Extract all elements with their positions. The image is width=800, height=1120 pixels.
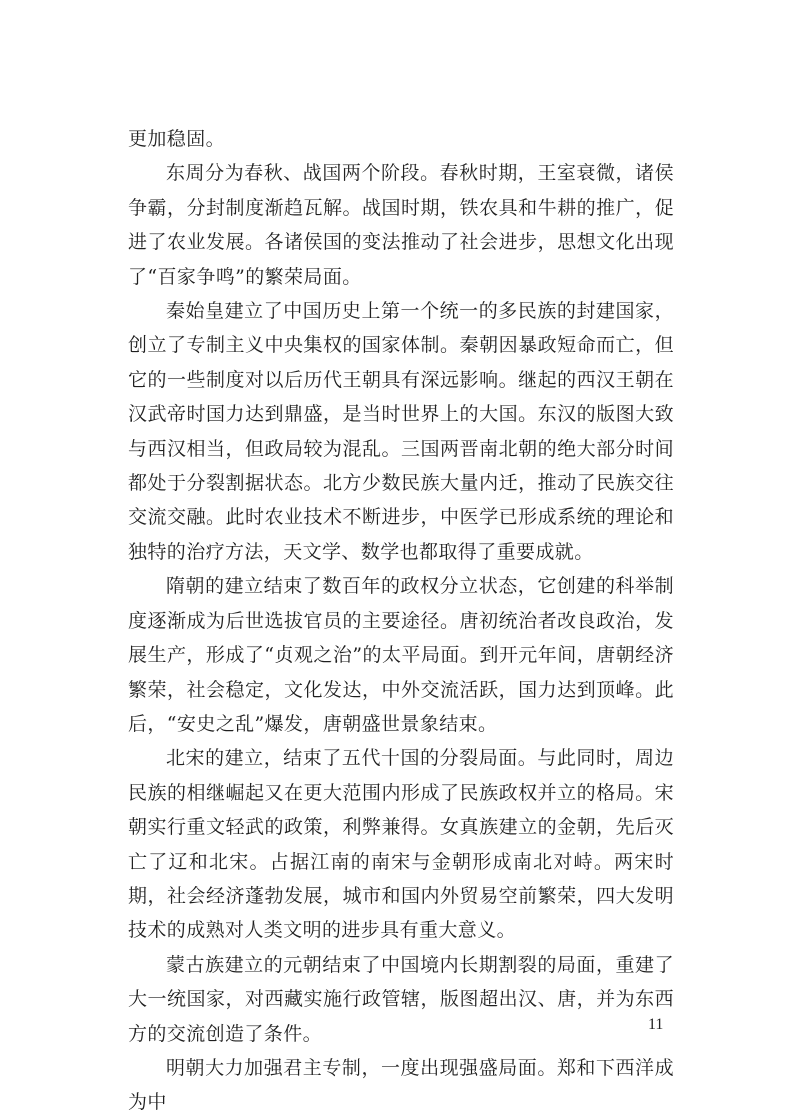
paragraph-ming: 明朝大力加强君主专制，一度出现强盛局面。郑和下西洋成为中 bbox=[128, 1056, 674, 1114]
paragraph-continued: 更加稳固。 bbox=[128, 128, 226, 150]
paragraph-song: 北宋的建立，结束了五代十国的分裂局面。与此同时，周边民族的相继崛起又在更大范围内形成了民族政权并立的格局。宋朝实行重文轻武的政策，利弊兼得。女真族建立的金朝，先后灭亡了辽和北宋。占据江南的南宋与金朝形成南北对峙。两宋时期，社会经济蓬勃发展，城市和国内外贸易空前繁荣，四大发明技术的成熟对人类文明的进步具有重大意义。 bbox=[128, 747, 674, 942]
page-number: 11 bbox=[648, 1016, 664, 1033]
paragraph-qin-han: 秦始皇建立了中国历史上第一个统一的多民族的封建国家，创立了专制主义中央集权的国家体制。秦朝因暴政短命而亡，但它的一些制度对以后历代王朝具有深远影响。继起的西汉王朝在汉武帝时国力达到鼎盛，是当时世界上的大国。东汉的版图大致与西汉相当，但政局较为混乱。三国两晋南北朝的绝大部分时间都处于分裂割据状态。北方少数民族大量内迁，推动了民族交往交流交融。此时农业技术不断进步，中医学已形成系统的理论和独特的治疗方法，天文学、数学也都取得了重要成就。 bbox=[128, 300, 674, 563]
paragraph-eastern-zhou: 东周分为春秋、战国两个阶段。春秋时期，王室衰微，诸侯争霸，分封制度渐趋瓦解。战国时期，铁农具和牛耕的推广，促进了农业发展。各诸侯国的变法推动了社会进步，思想文化出现了“百家争鸣”的繁荣局面。 bbox=[128, 162, 674, 288]
paragraph-sui-tang: 隋朝的建立结束了数百年的政权分立状态，它创建的科举制度逐渐成为后世选拔官员的主要途径。唐初统治者改良政治，发展生产，形成了“贞观之治”的太平局面。到开元年间，唐朝经济繁荣，社会稳定，文化发达，中外交流活跃，国力达到顶峰。此后，“安史之乱”爆发，唐朝盛世景象结束。 bbox=[128, 575, 674, 735]
body-text bbox=[128, 122, 674, 1120]
paragraph-yuan: 蒙古族建立的元朝结束了中国境内长期割裂的局面，重建了大一统国家，对西藏实施行政管辖，版图超出汉、唐，并为东西方的交流创造了条件。 bbox=[128, 953, 674, 1045]
